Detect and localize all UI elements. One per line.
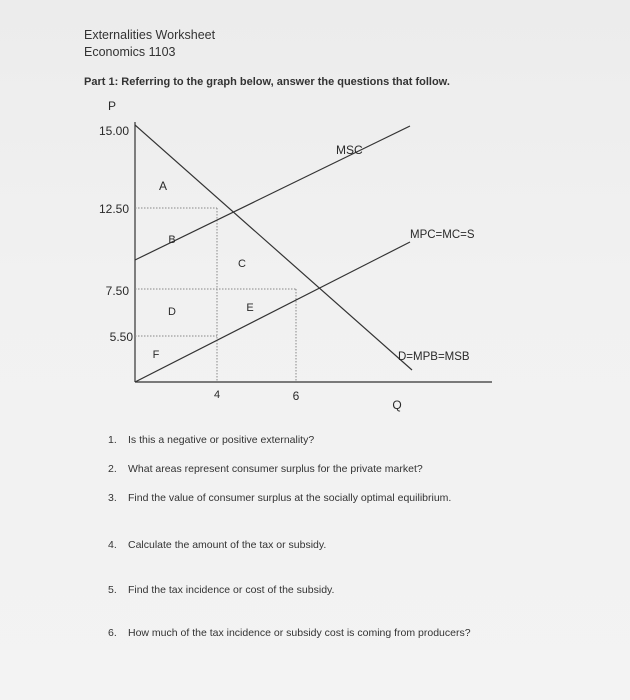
y-tick-5-50: 5.50: [109, 330, 133, 344]
y-tick-12-50: 12.50: [98, 202, 129, 216]
question-6: [108, 627, 471, 639]
area-e-label: E: [246, 302, 254, 314]
area-c-label: C: [238, 258, 246, 270]
question-number: 3.: [108, 492, 117, 504]
worksheet-title: Externalities Worksheet: [84, 28, 216, 42]
msc-label: MSC: [336, 143, 363, 157]
y-axis-label: P: [107, 99, 117, 113]
question-5: [108, 584, 334, 596]
question-text: How much of the tax incidence or subsidy cost is coming from producers?: [128, 627, 471, 639]
part1-instruction: Part 1: Referring to the graph below, answer the questions that follow.: [84, 76, 450, 88]
question-number: 1.: [108, 434, 117, 446]
area-f-label: F: [152, 349, 160, 361]
demand-curve: [135, 125, 412, 370]
area-b-label: B: [168, 234, 176, 246]
x-tick-4: 4: [213, 389, 221, 401]
question-text: Find the tax incidence or cost of the subsidy.: [128, 584, 335, 596]
question-text: Find the value of consumer surplus at the socially optimal equilibrium.: [128, 492, 452, 504]
question-number: 5.: [108, 584, 117, 596]
supply-label: MPC=MC=S: [410, 229, 475, 241]
question-3: [108, 492, 451, 504]
y-tick-7-50: 7.50: [105, 284, 129, 298]
question-2: [108, 463, 423, 475]
x-axis-label: Q: [392, 398, 402, 412]
msc-curve: [135, 126, 410, 260]
x-tick-6: 6: [292, 389, 300, 403]
question-1: [108, 434, 314, 446]
question-text: Calculate the amount of the tax or subsidy.: [128, 539, 327, 551]
question-text: What areas represent consumer surplus for the private market?: [128, 463, 423, 475]
area-d-label: D: [168, 306, 176, 318]
question-4: [108, 539, 326, 551]
area-a-label: A: [158, 179, 168, 193]
demand-label: D=MPB=MSB: [398, 351, 470, 363]
course-name: Economics 1103: [84, 45, 176, 59]
supply-curve: [135, 242, 410, 382]
question-number: 4.: [108, 539, 117, 551]
question-number: 6.: [108, 627, 117, 639]
question-number: 2.: [108, 463, 117, 475]
question-text: Is this a negative or positive externality?: [128, 434, 315, 446]
y-tick-15-00: 15.00: [98, 124, 129, 138]
